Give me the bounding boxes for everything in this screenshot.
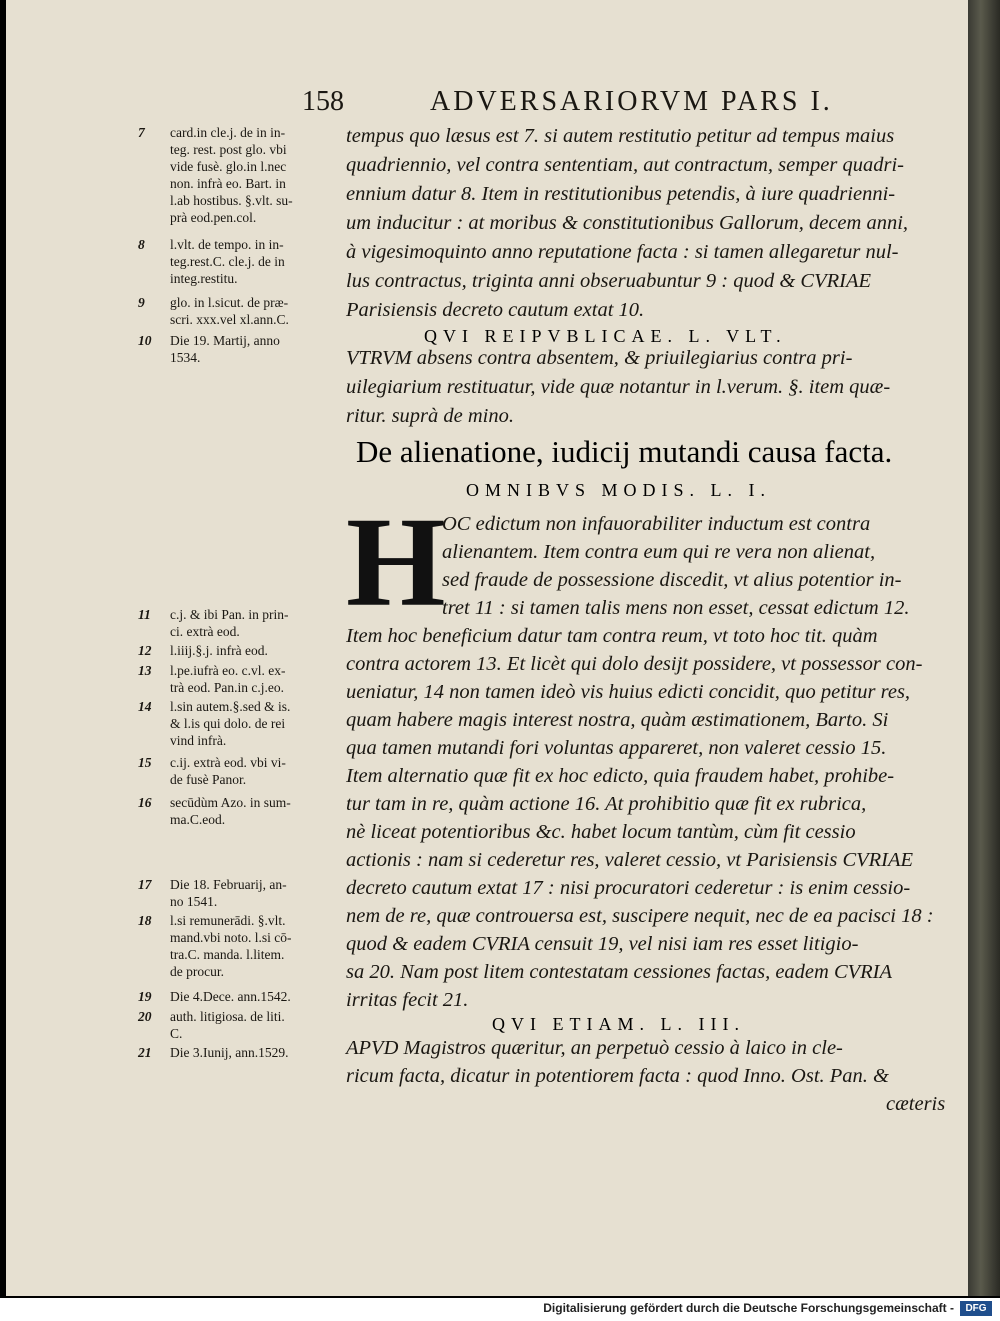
text-line: Item alternatio quæ fit ex hoc edicto, quia fraudem habet, prohibe- (346, 765, 895, 787)
text-line: actionis : nam si cederetur res, valeret cessio, vt Parisiensis CVRIAE (346, 849, 914, 871)
note-line: l.iiij.§.j. infrà eod. (170, 643, 268, 658)
page-number: 158 (302, 86, 344, 117)
text-line: ennium datur 8. Item in restitutionibus petendis, à iure quadrienni- (346, 183, 896, 205)
note-line: Die 3.Iunij, ann.1529. (170, 1045, 289, 1060)
note-number: 13 (138, 663, 152, 678)
note-number: 8 (138, 237, 145, 252)
note-number: 18 (138, 913, 152, 928)
text-line: à vigesimoquinto anno reputatione facta : si tamen allegaretur nul- (346, 241, 899, 263)
book-page (6, 0, 968, 1296)
note-number: 15 (138, 755, 152, 770)
note-line: ma.C.eod. (170, 812, 226, 827)
note-line: l.vlt. de tempo. in in- (170, 237, 284, 252)
text-line: alienantem. Item contra eum qui re vera non alienat, (442, 541, 876, 563)
note-line: teg.rest.C. cle.j. de in (170, 254, 285, 269)
note-number: 19 (138, 989, 152, 1004)
note-line: & l.is qui dolo. de rei (170, 716, 286, 731)
text-line: nem de re, quæ controuersa est, suscipere nequit, nec de ea pacisci 18 : (346, 905, 934, 927)
book-edge (968, 0, 1000, 1296)
note-line: de procur. (170, 964, 224, 979)
note-line: C. (170, 1026, 183, 1041)
note-line: auth. litigiosa. de liti. (170, 1009, 285, 1024)
note-line: l.pe.iufrà eo. c.vl. ex- (170, 663, 286, 678)
note-line: vide fusè. glo.in l.nec (170, 159, 287, 174)
note-number: 9 (138, 295, 145, 310)
text-line: um inducitur : at moribus & constitutionibus Gallorum, decem anni, (346, 212, 909, 234)
text-line: Parisiensis decreto cautum extat 10. (346, 299, 645, 321)
note-line: vind infrà. (170, 733, 227, 748)
note-line: ci. extrà eod. (170, 624, 240, 639)
text-line: tempus quo læsus est 7. si autem restitutio petitur ad tempus maius (346, 125, 895, 147)
text-line: contra actorem 13. Et licèt qui dolo desijt possidere, vt possessor con- (346, 653, 923, 675)
note-line: Die 18. Februarij, an- (170, 877, 287, 892)
text-line: VTRVM absens contra absentem, & priuilegiarius contra pri- (346, 347, 853, 369)
running-title: ADVERSARIORVM PARS I. (430, 86, 833, 117)
note-number: 10 (138, 333, 152, 348)
footer-credit: Digitalisierung gefördert durch die Deutsche Forschungsgemeinschaft - (543, 1301, 954, 1315)
footer-bar (0, 1298, 1000, 1321)
note-line: no 1541. (170, 894, 218, 909)
section-heading: OMNIBVS MODIS. L. I. (466, 480, 772, 500)
note-number: 16 (138, 795, 152, 810)
note-line: scri. xxx.vel xl.ann.C. (170, 312, 289, 327)
text-line: tur tam in re, quàm actione 16. At prohibitio quæ fit ex rubrica, (346, 793, 867, 815)
text-line: quadriennio, vel contra sententiam, aut contractum, semper quadri- (346, 154, 904, 176)
note-line: integ.restitu. (170, 271, 238, 286)
text-line: sa 20. Nam post litem contestatam cessiones factas, eadem CVRIA (346, 961, 893, 983)
note-number: 17 (138, 877, 152, 892)
chapter-title: De alienatione, iudicij mutandi causa facta. (356, 434, 893, 469)
text-line: ricum facta, dicatur in potentiorem facta : quod Inno. Ost. Pan. & (346, 1065, 889, 1087)
note-line: c.ij. extrà eod. vbi vi- (170, 755, 286, 770)
section-heading: QVI REIPVBLICAE. L. VLT. (424, 326, 787, 346)
note-line: non. infrà eo. Bart. in (170, 176, 286, 191)
note-line: card.in cle.j. de in in- (170, 125, 286, 140)
text-line: qua tamen mutandi fori voluntas appareret, non valeret cessio 15. (346, 737, 887, 759)
note-number: 20 (138, 1009, 152, 1024)
text-line: Item hoc beneficium datur tam contra reum, vt toto hoc tit. quàm (346, 625, 878, 647)
text-line: irritas fecit 21. (346, 989, 469, 1011)
text-line: sed fraude de possessione discedit, vt alius potentior in- (442, 569, 902, 591)
section-heading: QVI ETIAM. L. III. (492, 1014, 745, 1034)
text-line: tret 11 : si tamen talis mens non esset, cessat edictum 12. (442, 597, 910, 619)
text-line: nè liceat potentioribus &c. habet locum tantùm, cùm fit cessio (346, 821, 856, 843)
note-line: glo. in l.sicut. de præ- (170, 295, 289, 310)
note-line: prà eod.pen.col. (170, 210, 257, 225)
text-line: ueniatur, 14 non tamen ideò vis huius edicti concidit, quo petitur res, (346, 681, 911, 703)
note-line: tra.C. manda. l.litem. (170, 947, 285, 962)
text-line: uilegiarium restituatur, vide quæ notantur in l.verum. §. item quæ- (346, 376, 891, 398)
drop-capital: H (346, 491, 446, 633)
catchword: cæteris (886, 1093, 946, 1115)
note-number: 12 (138, 643, 152, 658)
text-line: quam habere magis interest nostra, quàm æstimationem, Barto. Si (346, 709, 889, 731)
note-number: 21 (138, 1045, 152, 1060)
note-number: 14 (138, 699, 152, 714)
note-line: Die 19. Martij, anno (170, 333, 280, 348)
note-number: 11 (138, 607, 151, 622)
dfg-logo: DFG (960, 1301, 992, 1316)
text-line: ritur. suprà de mino. (346, 405, 515, 427)
text-line: APVD Magistros quæritur, an perpetuò cessio à laico in cle- (346, 1037, 843, 1059)
text-line: lus contractus, triginta anni obseruabuntur 9 : quod & CVRIAE (346, 270, 872, 292)
text-line: decreto cautum extat 17 : nisi procuratori cederetur : is enim cessio- (346, 877, 911, 899)
text-line: OC edictum non infauorabiliter inductum est contra (442, 513, 871, 535)
note-line: l.sin autem.§.sed & is. (170, 699, 291, 714)
note-line: l.si remunerādi. §.vlt. (170, 913, 286, 928)
note-line: teg. rest. post glo. vbi (170, 142, 287, 157)
note-number: 7 (138, 125, 145, 140)
note-line: c.j. & ibi Pan. in prin- (170, 607, 289, 622)
text-line: quod & eadem CVRIA censuit 19, vel nisi iam res esset litigio- (346, 933, 859, 955)
note-line: 1534. (170, 350, 201, 365)
note-line: secūdùm Azo. in sum- (170, 795, 291, 810)
note-line: trà eod. Pan.in c.j.eo. (170, 680, 284, 695)
note-line: mand.vbi noto. l.si cō- (170, 930, 292, 945)
note-line: l.ab hostibus. §.vlt. su- (170, 193, 293, 208)
note-line: de fusè Panor. (170, 772, 247, 787)
note-line: Die 4.Dece. ann.1542. (170, 989, 291, 1004)
